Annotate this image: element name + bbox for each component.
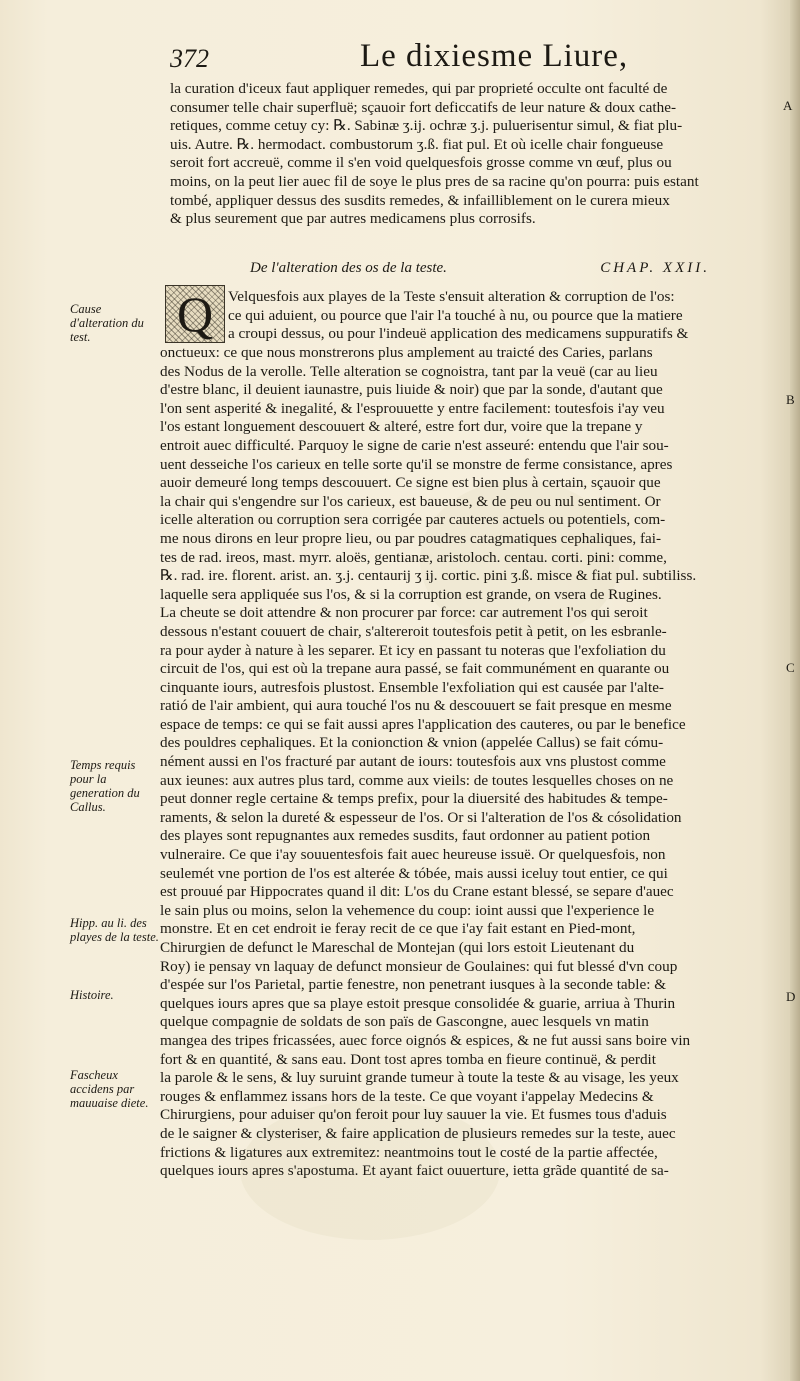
marginal-note: Temps requis pour la generation du Callus.: [70, 758, 140, 814]
text-line: quelques iours apres s'apostuma. Et ayant faict ouuerture, ietta grãde quantité de sa-: [160, 1162, 669, 1180]
text-line: onctueux: ce que nous monstrerons plus amplement au traicté des Caries, parlans: [160, 344, 653, 361]
text-line: me nous dirons en leur propre lieu, ou par poudres catagmatiques cephaliques, fai-: [160, 529, 662, 547]
text-line: laquelle sera appliquée sus l'os, & si la corruption est grande, on vsera de Rugines.: [160, 585, 662, 603]
page-header: [170, 38, 690, 74]
text-line: vulneraire. Ce que i'ay souuentesfois fait auec heureuse issuë. Or quelquesfois, non: [160, 846, 666, 864]
text-line: l'os estant longuement descouuert & alteré, estre fort dur, voire que la trepane y: [160, 418, 643, 436]
chapter-title: De l'alteration des os de la teste.: [250, 260, 447, 276]
text-line: Roy) ie pensay vn laquay de defunct monsieur de Goulaines: qui fut blessé d'vn coup: [160, 957, 678, 975]
text-line: aux ieunes: aux autres plus tard, comme aux vieils: de toutes lesquelles choses on ne: [160, 771, 674, 789]
chapter-opening-lines: [228, 288, 792, 344]
text-line: ratió de l'air ambient, qui aura touché l'os nu & descouuert se fait presque en mesme: [160, 697, 672, 715]
text-line: circuit de l'os, qui est où la trepane aura passé, se fait communément en quarante ou: [160, 660, 670, 678]
text-line: uent desseiche l'os carieux en telle sorte qu'il se monstre de ferme consistance, apres: [160, 455, 673, 473]
text-line: consumer telle chair superfluë; sçauoir fort deficcatifs de leur nature & doux cathe-: [170, 98, 677, 116]
text-line: seulemét vne portion de l'os est alterée & tóbée, mais aussi iceluy tout entier, ce qui: [160, 864, 668, 882]
text-line: auoir demeuré long temps descouuert. Ce signe est bien plus à certain, sçauoir que: [160, 474, 661, 492]
text-line: des Nodus de la verolle. Telle alteration se cognoistra, tant par la veuë (car au lieu: [160, 362, 658, 380]
text-line: Chirurgien de defunct le Mareschal de Montejan (qui lors estoit Lieutenant du: [160, 939, 635, 956]
running-title: Le dixiesme Liure,: [360, 38, 629, 74]
text-line: la curation d'iceux faut appliquer remedes, qui par proprieté occulte ont faculté de: [170, 80, 668, 97]
text-line: seroit fort accreuë, comme il s'en void quelquesfois grosse comme vn œuf, plus ou: [170, 154, 672, 172]
section-mark: A: [783, 98, 793, 113]
text-line: tombé, appliquer dessus des susdits remedes, & infailliblement on le curera mieux: [170, 191, 670, 209]
text-line: nément aussi en l'os fracturé par autant de iours: toutesfois aux vns plustost comme: [160, 753, 666, 771]
text-line: moins, on la peut lier auec fil de soye le plus pres de sa racine qu'on pourra: puis estant: [170, 172, 699, 190]
text-line: Velquesfois aux playes de la Teste s'ensuit alteration & corruption de l'os:: [228, 288, 675, 305]
text-line: mangea des tripes fricassées, auec force oignós & espices, & ne fut aussi sans boire vin: [160, 1031, 691, 1049]
text-line: La cheute se doit attendre & non procurer par force: car autrement l'os qui seroit: [160, 604, 648, 622]
text-line: l'on sent asperité & inegalité, & l'esprouuette y entre facilement: toutesfois i'ay veu: [160, 399, 665, 417]
text-line: icelle alteration ou corruption sera corrigée par cauteres actuels ou potentiels, com-: [160, 511, 666, 529]
text-line: tes de rad. ireos, mast. myrr. aloës, gentianæ, aristoloch. centau. corti. pini: comme,: [160, 548, 667, 566]
text-line: ℞. rad. ire. florent. arist. an. ʒ.j. centaurij ʒ ij. cortic. pini ʒ.ß. misce & fiat pul. subtiliss.: [160, 567, 697, 585]
section-mark: B: [786, 392, 795, 407]
text-line: ce qui aduient, ou pource que l'air l'a touché à nu, ou pource que la matiere: [228, 306, 683, 324]
text-line: est prouué par Hippocrates quand il dit: L'os du Crane estant blessé, se separe d'auec: [160, 883, 674, 901]
text-line: peut donner regle certaine & temps prefix, pour la diuersité des habitudes & tempe-: [160, 790, 668, 808]
text-line: cinquante iours, autresfois plustost. Ensemble l'exfoliation qui est causée par l'alte-: [160, 678, 664, 696]
decorated-initial: [165, 285, 225, 343]
text-line: & plus seurement que par autres medicamens plus corrosifs.: [170, 210, 536, 228]
text-line: d'estre blanc, il deuient iaunastre, puis liuide & noir) que par la sonde, d'autant que: [160, 381, 663, 399]
initial-letter: Q: [176, 286, 214, 342]
text-line: dessous n'estant couuert de chair, s'altereroit toutesfois petit à petit, on les esbranle-: [160, 622, 667, 640]
text-line: a croupi dessus, ou pour l'indeuë application des medicamens suppuratifs &: [228, 325, 689, 343]
text-line: des pouldres cephaliques. Et la conionction & vnion (appelée Callus) se fait cómu-: [160, 734, 664, 752]
text-line: Chirurgiens, pour aduiser qu'on feroit pour luy sauuer la vie. Et fusmes tous d'aduis: [160, 1106, 667, 1124]
section-mark: D: [786, 989, 796, 1004]
text-line: frictions & ligatures aux extremitez: neantmoins tout le costé de la partie affectée,: [160, 1143, 658, 1161]
marginal-note: Hipp. au li. des playes de la teste.: [70, 916, 159, 944]
text-line: monstre. Et en cet endroit ie feray recit de ce que i'ay fait estant en Pied-mont,: [160, 920, 636, 938]
marginal-note: Cause d'alteration du test.: [70, 302, 144, 344]
text-line: retiques, comme cetuy cy: ℞. Sabinæ ʒ.ij. ochræ ʒ.j. puluerisentur simul, & fiat plu-: [170, 117, 683, 135]
text-line: le sain plus ou moins, selon la vehemence du coup: ioint aussi que l'experience le: [160, 901, 655, 919]
text-line: quelque compagnie de soldats de son païs de Gascongne, auec lesquels vn matin: [160, 1013, 649, 1031]
page-number: 372: [170, 44, 209, 73]
text-line: de le saigner & clysteriser, & faire application de plusieurs remedes sur la teste, auec: [160, 1124, 676, 1142]
marginal-note: Fascheux accidens par mauuaise diete.: [70, 1068, 149, 1110]
marginal-note: Histoire.: [70, 988, 114, 1002]
text-line: raments, & selon la dureté & espesseur de l'os. Or si l'alteration de l'os & cósolidation: [160, 808, 682, 826]
text-line: espace de temps: ce qui se fait aussi apres l'application des cauteres, ou par le benefice: [160, 715, 686, 733]
text-line: fort & en quantité, & sans eau. Dont tost apres tomba en fieure continuë, & perdit: [160, 1050, 656, 1068]
chapter-number: CHAP. XXII.: [600, 260, 710, 276]
text-line: uis. Autre. ℞. hermodact. combustorum ʒ.ß. fiat pul. Et où icelle chair fongueuse: [170, 135, 664, 153]
text-line: rouges & enflammez issans hors de la teste. Ce que voyant i'appelay Medecins &: [160, 1087, 654, 1105]
section-mark: C: [786, 660, 795, 675]
text-line: la parole & le sens, & luy suruint grande tumeur à toute la teste & au visage, les yeux: [160, 1069, 679, 1087]
chapter-heading: [250, 260, 710, 277]
text-line: entroit auec difficulté. Parquoy le signe de carie n'est asseuré: entendu que l'air sou-: [160, 436, 669, 454]
text-line: des playes sont repugnantes aux remedes susdits, faut ordonner au patient potion: [160, 827, 651, 845]
text-line: d'espée sur l'os Parietal, partie fenestre, non penetrant iusques à la seconde table: &: [160, 976, 667, 994]
text-line: ra pour ayder à nature à les separer. Et icy en passant tu noteras que l'exfoliation du: [160, 641, 666, 659]
text-line: la chair qui s'engendre sur l'os carieux, est baueuse, & de peu ou nul sentiment. Or: [160, 492, 661, 510]
text-line: quelques iours apres que sa playe estoit presque consolidée & guarie, arriua à Thurin: [160, 994, 676, 1012]
paragraph-curation: [170, 80, 793, 229]
chapter-body: [160, 344, 792, 1181]
